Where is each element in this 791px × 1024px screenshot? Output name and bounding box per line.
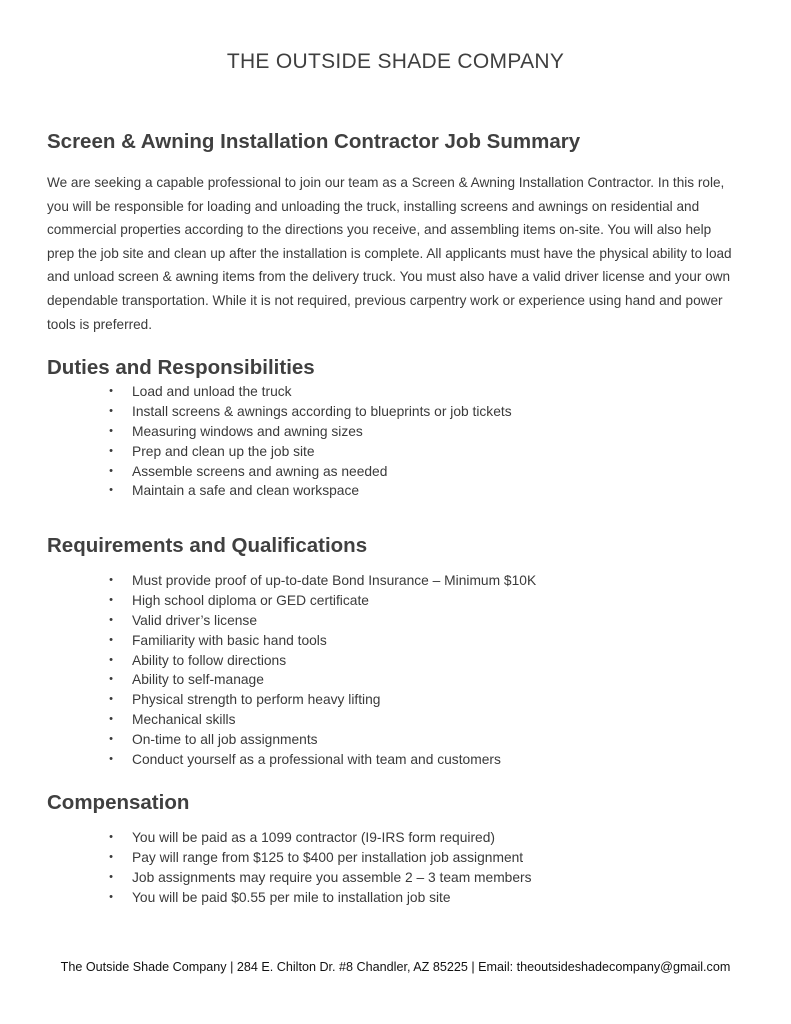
bullet-icon: • <box>109 484 113 497</box>
list-item-text: Load and unload the truck <box>132 384 292 399</box>
list-item <box>106 670 536 690</box>
requirements-list <box>106 571 536 770</box>
list-item <box>106 868 532 888</box>
duties-list <box>106 382 512 501</box>
bullet-icon: • <box>109 653 113 666</box>
list-item <box>106 382 512 402</box>
list-item-text: Job assignments may require you assemble 2 – 3 team members <box>132 869 532 885</box>
list-item <box>106 611 536 631</box>
list-item <box>106 571 536 591</box>
list-item-text: You will be paid as a 1099 contractor (I9-IRS form required) <box>132 830 495 845</box>
list-item <box>106 848 532 868</box>
list-item <box>106 710 536 730</box>
list-item <box>106 730 536 750</box>
bullet-icon: • <box>109 574 113 586</box>
bullet-icon: • <box>109 464 113 477</box>
list-item-text: Familiarity with basic hand tools <box>132 632 327 648</box>
list-item <box>106 402 512 422</box>
bullet-icon: • <box>109 673 113 686</box>
bullet-icon: • <box>109 753 113 766</box>
list-item-text: Install screens & awnings according to blueprints or job tickets <box>132 403 512 419</box>
bullet-icon: • <box>109 613 113 626</box>
page-title: Screen & Awning Installation Contractor Job Summary <box>47 130 581 153</box>
list-item <box>106 651 536 671</box>
job-summary-paragraph: We are seeking a capable professional to join our team as a Screen & Awning Installation Contractor. In this role, you will be responsible for loading and unloading the truck, installing screens and awnings on residential and commercial properties according to the directions you receive, and assembling items on-site. You will also help prep the job site and clean up after the installation is complete. All applicants must have the physical ability to load and unload screen & awning items from the delivery truck. You must also have a valid driver license and your own dependable transportation. While it is not required, previous carpentry work or experience using hand and power tools is preferred. <box>47 175 732 332</box>
list-item-text: Conduct yourself as a professional with team and customers <box>132 752 501 768</box>
list-item <box>106 481 512 501</box>
duties-heading: Duties and Responsibilities <box>47 356 315 379</box>
list-item-text: Measuring windows and awning sizes <box>132 423 363 439</box>
bullet-icon: • <box>109 633 113 646</box>
list-item <box>106 422 512 442</box>
bullet-icon: • <box>109 733 113 746</box>
list-item-text: Assemble screens and awning as needed <box>132 463 388 479</box>
bullet-icon: • <box>109 870 113 883</box>
list-item-text: Valid driver’s license <box>132 612 257 628</box>
bullet-icon: • <box>109 593 113 606</box>
bullet-icon: • <box>109 850 113 863</box>
bullet-icon: • <box>109 890 113 903</box>
list-item <box>106 690 536 710</box>
bullet-icon: • <box>109 831 113 843</box>
list-item <box>106 462 512 482</box>
list-item <box>106 750 536 770</box>
list-item-text: Ability to self-manage <box>132 672 264 688</box>
requirements-heading: Requirements and Qualifications <box>47 534 368 557</box>
list-item <box>106 828 532 848</box>
bullet-icon: • <box>109 404 113 417</box>
bullet-icon: • <box>109 693 113 706</box>
list-item-text: Must provide proof of up-to-date Bond Insurance – Minimum $10K <box>132 573 537 588</box>
list-item <box>106 631 536 651</box>
list-item-text: On-time to all job assignments <box>132 732 318 748</box>
bullet-icon: • <box>109 424 113 437</box>
bullet-icon: • <box>109 385 113 397</box>
bullet-icon: • <box>109 444 113 457</box>
list-item <box>106 591 536 611</box>
page-footer: The Outside Shade Company | 284 E. Chilton Dr. #8 Chandler, AZ 85225 | Email: theoutsideshadecompany@gmail.com <box>60 960 731 974</box>
list-item <box>106 442 512 462</box>
list-item-text: You will be paid $0.55 per mile to installation job site <box>132 889 451 905</box>
company-header: THE OUTSIDE SHADE COMPANY <box>226 50 565 73</box>
list-item-text: Ability to follow directions <box>132 652 287 668</box>
bullet-icon: • <box>109 713 113 726</box>
list-item-text: Mechanical skills <box>132 712 236 728</box>
list-item-text: Maintain a safe and clean workspace <box>132 483 360 499</box>
compensation-heading: Compensation <box>47 791 190 814</box>
list-item <box>106 888 532 908</box>
compensation-list <box>106 828 532 908</box>
list-item-text: High school diploma or GED certificate <box>132 592 369 608</box>
list-item-text: Prep and clean up the job site <box>132 443 315 459</box>
list-item-text: Pay will range from $125 to $400 per installation job assignment <box>132 849 524 865</box>
list-item-text: Physical strength to perform heavy lifting <box>132 692 381 708</box>
